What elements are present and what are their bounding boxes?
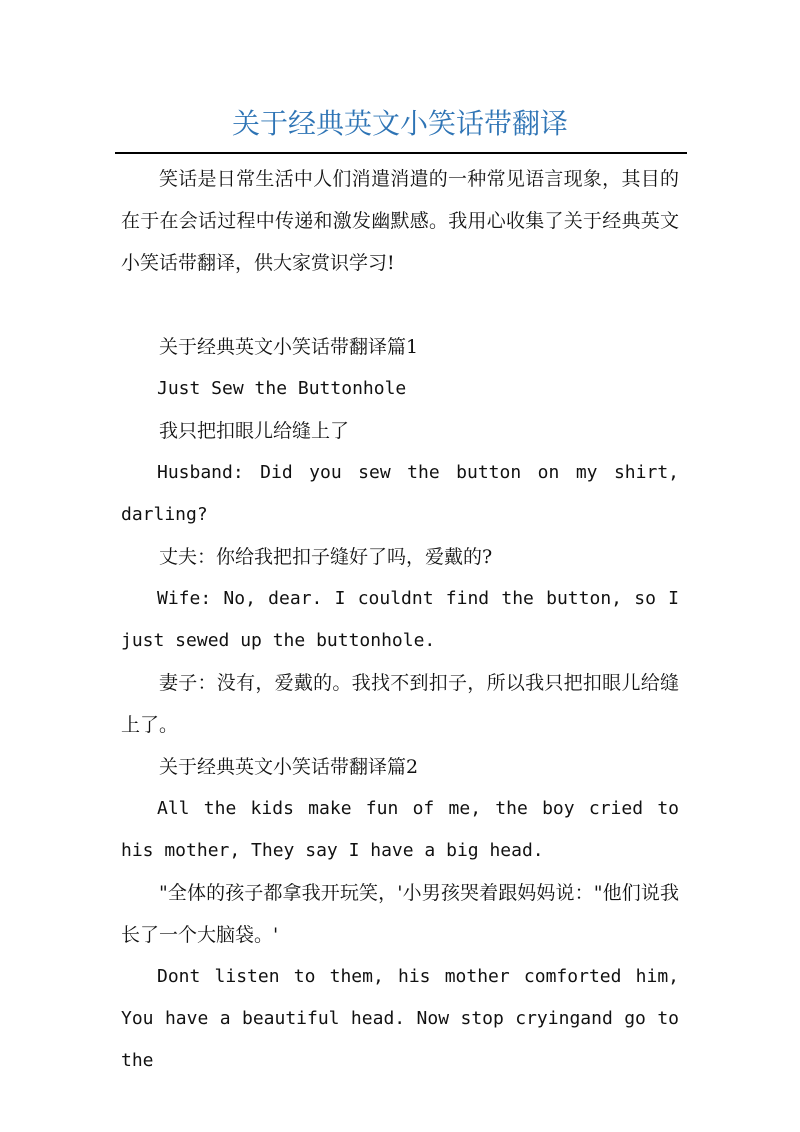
story-paragraph-english: Dont listen to them, his mother comforted him, You have a beautiful head. Now stop cryingand go to the bbox=[121, 966, 679, 1071]
intro-paragraph: 笑话是日常生活中人们消遣消遣的一种常见语言现象，其目的在于在会话过程中传递和激发幽默感。我用心收集了关于经典英文小笑话带翻译，供大家赏识学习! bbox=[121, 168, 679, 274]
section-heading: 关于经典英文小笑话带翻译篇2 bbox=[159, 756, 419, 778]
document-body bbox=[121, 158, 679, 1082]
story-paragraph-english: All the kids make fun of me, the boy cried to his mother, They say I have a big head. bbox=[121, 798, 679, 861]
dialogue-line-chinese: 妻子：没有，爱戴的。我找不到扣子，所以我只把扣眼儿给缝上了。 bbox=[121, 672, 679, 736]
dialogue-line-english: Husband: Did you sew the button on my shirt, darling? bbox=[121, 462, 679, 525]
blank-line bbox=[121, 284, 679, 326]
dialogue-line-chinese: 丈夫：你给我把扣子缝好了吗，爱戴的? bbox=[159, 546, 493, 568]
joke-title-english: Just Sew the Buttonhole bbox=[157, 378, 407, 399]
section-heading: 关于经典英文小笑话带翻译篇1 bbox=[159, 336, 419, 358]
title-divider bbox=[115, 152, 687, 154]
document-title: 关于经典英文小笑话带翻译 bbox=[231, 107, 568, 140]
joke-title-chinese: 我只把扣眼儿给缝上了 bbox=[159, 420, 350, 442]
dialogue-line-english: Wife: No, dear. I couldnt find the button, so I just sewed up the buttonhole. bbox=[121, 588, 679, 651]
story-paragraph-chinese: "全体的孩子都拿我开玩笑，'小男孩哭着跟妈妈说："他们说我长了一个大脑袋。' bbox=[121, 882, 679, 946]
